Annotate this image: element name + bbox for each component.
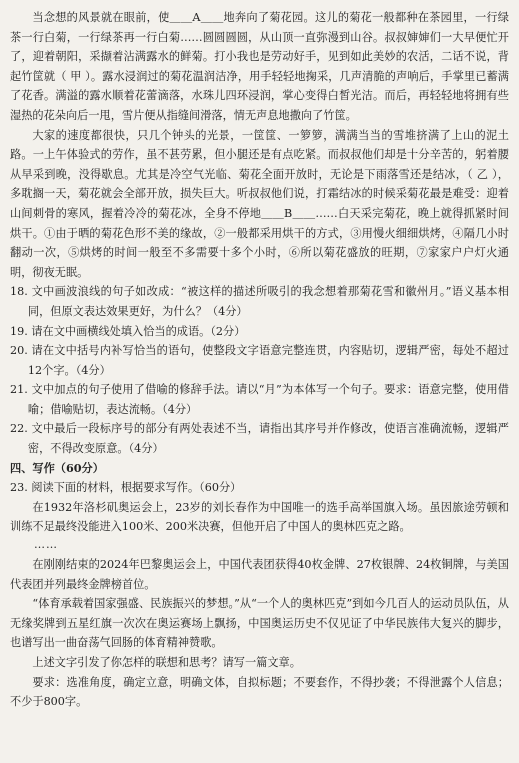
writing-material-1: 在1932年洛杉矶奥运会上，23岁的刘长春作为中国唯一的选手高举国旗入场。虽因旅途劳顿和训练不足最终没能进入100米、200米决赛，但他开启了中国人的奥林匹克之路。 — [10, 500, 509, 534]
question-21: 21. 文中加点的句子使用了借喻的修辞手法。请以“月”为本体写一个句子。要求：语意完整，使用借喻；借喻贴切，表达流畅。（4分） — [10, 383, 509, 416]
passage-paragraph-1: 当念想的风景就在眼前，使＿＿A＿＿地奔向了菊花园。这儿的菊花一般都种在茶园里，一行绿茶一行白菊，一行绿茶再一行白菊……圆圆圆圆，从山顶一直弥漫到山谷。叔叔婶婶们一大早便忙开了，迎着朝阳，采撷着沾满露水的鲜菊。打小我也是劳动好手，见到如此美妙的农活，二话不说，背起竹筐就（ 甲 ）。露水浸润过的菊花温润洁净，用手轻轻地掬采，几声清脆的声响后，手掌里已蓄满了花香。满溢的露水顺着花蕾滴落，水珠儿四环浸润，掌心变得白皙光洁。而后，再轻轻地将拥有些湿热的花朵向后一甩，雪片便从指缝间滑落，情无声息地撒向了竹筐。 — [10, 11, 509, 122]
question-20: 20. 请在文中括号内补写恰当的语句，使整段文字语意完整连贯，内容贴切，逻辑严密，每处不超过12个字。（4分） — [10, 344, 509, 377]
writing-question: 上述文字引发了你怎样的联想和思考？请写一篇文章。 — [32, 656, 301, 669]
section-title-writing: 四、写作（60分） — [10, 460, 104, 475]
passage-paragraph-2: 大家的速度都很快，只几个钟头的光景，一筐筐、一箩箩，满满当当的雪堆挤满了上山的泥土路。一上午体验式的劳作，虽不甚劳累，但小腿还是有点吃紧。而叔叔他们却是十分辛苦的，躬着腰从早采到晚，没得歇息。尤其是冷空气光临、菊花全面开放时，无论是下雨落雪还是结冰，（ 乙 ），多耽搁一天，菊花就会全部开放，损失巨大。听叔叔他们说，打霜结冰的时候采菊花最是难受：迎着山间刺骨的寒风，握着冷冷的菊花冰，全身不停地＿＿B＿＿……白天采完菊花，晚上就得抓紧时间烘干。①由于晒的菊花色形不美的缘故，②一般都采用烘干的方式，③用慢火细细烘烤，④隔几小时翻动一次，⑤烘烤的时间一般至不多需要十多个小时，⑥所以菊花盛放的旺期，⑦家家户户灯火通明，彻夜无眠。 — [10, 128, 509, 279]
ellipsis: …… — [34, 538, 58, 552]
writing-prompt: 23. 阅读下面的材料，根据要求写作。（60分） — [10, 481, 242, 495]
question-19: 19. 请在文中画横线处填入恰当的成语。（2分） — [10, 324, 246, 338]
writing-material-3: “体育承载着国家强盛、民族振兴的梦想。”从“一个人的奥林匹克”到如今几百人的运动员队伍，从无缘奖牌到五星红旗一次次在奥运赛场上飘扬，中国奥运历史不仅见证了中华民族伟大复兴的脚步，也谱写出一曲奋荡气回肠的体育精神赞歌。 — [10, 597, 509, 650]
question-22: 22. 文中最后一段标序号的部分有两处表述不当，请指出其序号并作修改，使语言准确流畅，逻辑严密，不得改变原意。（4分） — [10, 422, 509, 456]
question-18: 18. 文中画波浪线的句子如改成：“被这样的描述所吸引的我念想着那菊花雪和徽州月。”语义基本相同，但原文表达效果更好，为什么？（4分） — [10, 285, 509, 318]
writing-material-2: 在刚刚结束的2024年巴黎奥运会上，中国代表团获得40枚金牌、27枚银牌、24枚铜牌，与美国代表团并列最终金牌榜首位。 — [10, 558, 509, 591]
writing-requirements: 要求：选准角度，确定立意，明确文体，自拟标题；不要套作，不得抄袭；不得泄露个人信息；不少于800字。 — [10, 675, 509, 709]
